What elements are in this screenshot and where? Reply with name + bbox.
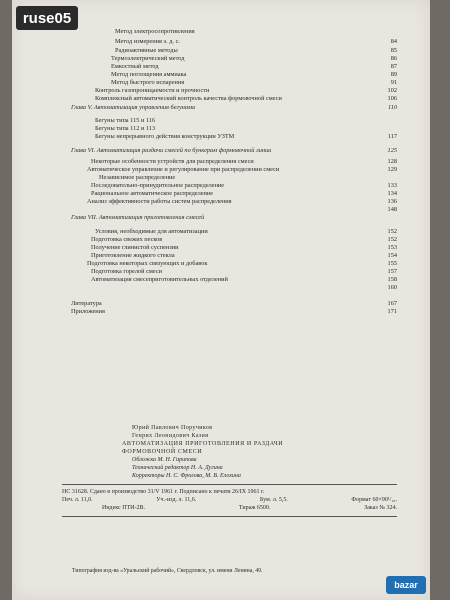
toc-entry — [67, 87, 397, 95]
format: Формат 60×90¹/₁₆. — [351, 497, 397, 503]
paper-sheets: Бум. л. 5,5. — [259, 497, 288, 503]
toc-entry — [67, 284, 397, 292]
toc-entry — [67, 38, 397, 46]
toc-entry-page: 152 — [387, 236, 397, 243]
toc-entry-title: Глава VI. Автоматизация раздачи смесей по бункерам формовочной линии — [71, 147, 272, 154]
toc-entry-title: Бегуны типа 112 и 113 — [95, 125, 156, 132]
toc-entry — [67, 268, 397, 276]
toc-entry-title: Рациональное автоматическое распределение — [91, 190, 214, 197]
toc-entry-title: Бегуны непрерывного действия конструкции УЗТМ — [95, 133, 235, 140]
toc-chapter — [67, 147, 397, 155]
toc-entry — [67, 182, 397, 190]
toc-entry-page: 171 — [387, 308, 397, 315]
bazar-watermark — [386, 576, 426, 594]
toc-entry — [67, 276, 397, 284]
toc-entry-title: Анализ эффективности работы систем распределения — [87, 198, 232, 205]
toc-entry-title: Условия, необходимые для автоматизации — [95, 228, 208, 235]
toc-entry — [67, 95, 397, 103]
toc-entry — [67, 79, 397, 87]
imprint-line-3 — [62, 504, 397, 512]
toc-entry — [67, 198, 397, 206]
toc-entry-page: 148 — [387, 206, 397, 213]
tech-editor: Технический редактор Н. А. Дугина — [132, 465, 223, 471]
printer-line: Типография изд-ва «Уральский рабочий», Свердловск, ул. имени Ленина, 49. — [72, 568, 263, 574]
correctors: Корректоры Н. С. Фролова, М. В. Елохина — [132, 473, 241, 479]
toc-entry-page: 136 — [387, 198, 397, 205]
toc-entry-page: 129 — [387, 166, 397, 173]
title-line-1: АВТОМАТИЗАЦИЯ ПРИГОТОВЛЕНИЯ И РАЗДАЧИ — [122, 441, 284, 447]
toc-chapter — [67, 104, 397, 112]
toc-entry — [67, 125, 397, 133]
toc-entry-title: Емкостный метод — [111, 63, 159, 70]
toc-entry — [67, 47, 397, 55]
toc-entry-title: Автоматическое управление и регулирование при распределении смеси — [87, 166, 280, 173]
toc-entry — [67, 260, 397, 268]
toc-entry-title: Получение глинистой суспензии — [91, 244, 179, 251]
toc-entry-title: Автоматизация смесеприготовительных отделений — [91, 276, 228, 283]
toc-entry-page: 91 — [390, 79, 397, 86]
toc-entry-title: Приготовление жидкого стекла — [91, 252, 175, 259]
toc-entry-page: 160 — [387, 284, 397, 291]
toc-entry — [67, 244, 397, 252]
toc-entry-page: 117 — [387, 133, 397, 140]
title-line-2: ФОРМОВОЧНОЙ СМЕСИ — [122, 449, 203, 455]
toc-entry-page: 87 — [390, 63, 397, 70]
toc-entry-page: 153 — [387, 244, 397, 251]
toc-entry — [67, 117, 397, 125]
toc-entry — [67, 174, 397, 182]
toc-entry — [67, 28, 397, 36]
toc-entry — [67, 236, 397, 244]
toc-entry-page: 85 — [390, 47, 397, 54]
toc-entry-title: Последовательно-принудительное распределение — [91, 182, 225, 189]
toc-entry-page: 154 — [387, 252, 397, 259]
toc-entry — [67, 190, 397, 198]
toc-entry-title: Бегуны типа 115 и 116 — [95, 117, 156, 124]
imprint-line-1: НС 31628. Сдано в производство 31/V 1961 г. Подписано к печати 26/IX 1961 г. — [62, 489, 265, 495]
edition-sheets: Уч.-изд. л. 11,6. — [156, 497, 197, 503]
ruse-logo — [16, 6, 78, 30]
toc-entry-page: 128 — [387, 158, 397, 165]
toc-entry — [67, 133, 397, 141]
toc-entry-title: Подготовка свежих песков — [91, 236, 163, 243]
toc-entry-title: Литература — [71, 300, 102, 307]
toc-entry-title: Метод электросопротивления — [115, 28, 195, 35]
toc-chapter — [67, 214, 397, 222]
divider — [62, 516, 397, 517]
toc-entry-page: 106 — [387, 95, 397, 102]
divider — [62, 484, 397, 485]
toc-entry-title: Комплексный автоматический контроль качества формовочной смеси — [95, 95, 282, 102]
toc-entry-title: Глава VII. Автоматизация приготовления смесей — [71, 214, 205, 221]
toc-entry-page: 157 — [387, 268, 397, 275]
toc-entry-title: Метод поглощения аммиака — [111, 71, 187, 78]
toc-entry-page: 84 — [390, 38, 397, 45]
toc-entry-page: 152 — [387, 228, 397, 235]
print-sheets: Печ. л. 11,0. — [62, 497, 93, 503]
toc-entry-page: 133 — [387, 182, 397, 189]
author-line-1: Юрий Павлович Поручиков — [132, 425, 213, 431]
toc-entry-title: Приложения — [71, 308, 105, 315]
toc-entry-title: Метод быстрого испарения — [111, 79, 185, 86]
toc-entry-page: 110 — [388, 104, 397, 111]
toc-entry-page: 134 — [387, 190, 397, 197]
order-number: Заказ № 324. — [364, 505, 397, 511]
toc-entry — [67, 228, 397, 236]
index: Индекс ПТИ-2В. — [102, 505, 146, 511]
toc-entry — [67, 158, 397, 166]
toc-entry-page: 102 — [387, 87, 397, 94]
toc-entry-page: 167 — [387, 300, 397, 307]
toc-entry — [67, 206, 397, 214]
imprint-line-2 — [62, 496, 397, 504]
toc-entry — [67, 71, 397, 79]
toc-entry-page: 125 — [387, 147, 397, 154]
toc-entry — [67, 63, 397, 71]
toc-entry-page: 155 — [387, 260, 397, 267]
cover-credit: Обложка М. Н. Гарипова — [132, 457, 197, 463]
toc-entry-page: 86 — [390, 55, 397, 62]
toc-entry — [67, 300, 397, 308]
toc-entry — [67, 308, 397, 316]
toc-entry-title: Радиоактивные методы — [115, 47, 178, 54]
toc-entry-title: Независимое распределение — [99, 174, 176, 181]
toc-entry-title: Подготовка горелой смеси — [91, 268, 162, 275]
toc-entry — [67, 166, 397, 174]
toc-entry — [67, 55, 397, 63]
toc-entry — [67, 252, 397, 260]
toc-entry-title: Некоторые особенности устройств для распределения смеси — [91, 158, 254, 165]
toc-entry-title: Подготовка некоторых связующих и добавок — [87, 260, 208, 267]
watermark-text: bazar — [394, 580, 418, 590]
book-page — [12, 0, 430, 600]
toc-entry-page: 89 — [390, 71, 397, 78]
toc-entry-title: Контроль газопроницаемости и прочности — [95, 87, 210, 94]
logo-text: ruse05 — [22, 9, 72, 27]
toc-entry-page: 158 — [387, 276, 397, 283]
toc-entry-title: Метод измерения э. д. с. — [115, 38, 180, 45]
print-run: Тираж 6500. — [238, 505, 271, 511]
toc-entry-title: Глава V. Автоматизация управления бегунами — [71, 104, 196, 111]
toc-entry-title: Термоэлектрический метод — [111, 55, 185, 62]
imprint — [62, 424, 397, 520]
author-line-2: Генрих Леонидович Казин — [132, 433, 209, 439]
